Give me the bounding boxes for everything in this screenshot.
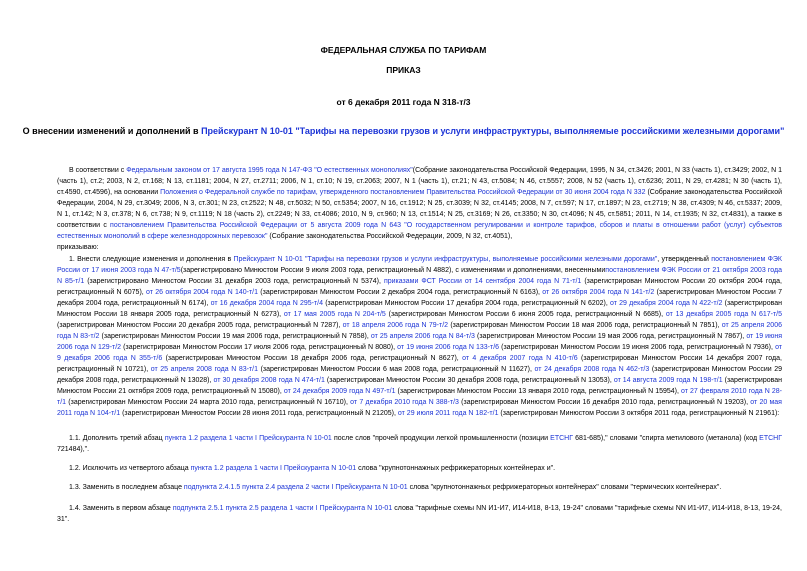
item-1-fst-order-link[interactable]: от 24 декабря 2009 года N 497-т/1 bbox=[283, 388, 396, 395]
item-1-4-clause-link[interactable]: подпункта 2.5.1 пункта 2.5 раздела 1 части I Прейскуранта N 10-01 bbox=[172, 505, 393, 512]
item-1-fst-order-link[interactable]: от 20 мая 2011 года N 104-т/1 bbox=[57, 399, 782, 417]
item-1-fst-order-link[interactable]: от 26 октября 2004 года N 141-т/2 bbox=[542, 289, 655, 296]
item-1-fst-order-link[interactable]: от 4 декабря 2007 года N 410-т/6 bbox=[462, 355, 578, 362]
item-1-fst-order-link[interactable]: от 7 декабря 2010 года N 388-т/3 bbox=[350, 399, 459, 406]
item-1-4-text: слова "тарифные схемы NN И1-И7, И14-И18, 8-13, 19-24" словами "тарифные схемы NN И1-И7, И14-И18, 8-13, 19-24, 31". bbox=[57, 505, 782, 523]
item-1-fst-order-link[interactable]: от 13 декабря 2005 года N 617-т/5 bbox=[665, 311, 782, 318]
preamble-text-2: (Собрание законодательства Российской Федерации, 1995, N 34, ст.3426; 2001, N 33 (часть 1), ст.3429; 2002, N 1 (часть 1), ст.2; 2003, N 2, ст.168; N 13, ст.1181; 2004, N 27, ст.2711; 2006, N 1, ст.10; N 19, ст.2063; 2007, N 1 (часть 1), ст.21; N 43, ст.5084; N 46, ст.5557; 2008, N 52 (часть 1), ст.6236; 2011, N 29, ст.4281; N 30 (часть 1), ст.4590, ст.4596), на основании bbox=[57, 167, 783, 196]
item-1-1-text: 721484),". bbox=[57, 446, 90, 453]
item-1-text: (зарегистрирован Минюстом России 17 июля 2006 года, регистрационный N 8080), bbox=[121, 344, 398, 351]
item-1-text: (зарегистрирован Минюстом России 20 октября 2004 года, регистрационный N 6075), bbox=[57, 278, 782, 296]
item-1-text: (зарегистрирован Минюстом России 17 декабря 2004 года, регистрационный N 6202), bbox=[323, 300, 611, 307]
doc-type-heading: ПРИКАЗ bbox=[386, 65, 421, 75]
item-1-text: (зарегистрирован Минюстом России 6 июня 2005 года, регистрационный N 6685), bbox=[385, 311, 666, 318]
item-1-fst-order-link[interactable]: от 29 июля 2011 года N 182-т/1 bbox=[397, 410, 499, 417]
item-1-3-text: слова "крупнотоннажных рефрижераторных контейнерах" словами "термических контейнерах". bbox=[407, 484, 722, 491]
item-1-1-text: 1.1. Дополнить третий абзац bbox=[69, 435, 165, 442]
item-1-text: (зарегистрирован Минюстом России 6 мая 2008 года, регистрационный N 11627), bbox=[258, 366, 535, 373]
item-1-text: (зарегистрирован Минюстом России 18 января 2005 года, регистрационный N 6273), bbox=[57, 300, 782, 318]
item-1-fek-link[interactable]: постановлением ФЭК России от 21 октября 2003 года N 85-т/1 bbox=[57, 267, 782, 285]
item-1-text: (зарегистрирован Минюстом России 18 декабря 2006 года, регистрационный N 8627), bbox=[162, 355, 463, 362]
item-1-1-clause-link[interactable]: пункта 1.2 раздела 1 части I Прейскуранта N 10-01 bbox=[164, 435, 332, 442]
item-1-text: (зарегистрирован Минюстом России 30 декабря 2008 года, регистрационный N 13053), bbox=[324, 377, 614, 384]
item-1-text: (зарегистрировано Минюстом России 9 июля 2003 года, регистрационный N 4882), с изменениями и дополнениями, внесенными bbox=[180, 267, 606, 274]
item-1-fst-order-link[interactable]: от 25 апреля 2006 года N 83-т/2 bbox=[57, 322, 782, 340]
title-prefix: О внесении изменений и дополнений в bbox=[22, 126, 202, 136]
item-1-text: (зарегистрирован Минюстом России 2 декабря 2004 года, регистрационный N 6163), bbox=[258, 289, 543, 296]
item-1-fst-order-link[interactable]: приказами ФСТ России от 14 сентября 2004 года N 71-т/1 bbox=[383, 278, 582, 285]
item-1-fst-order-link[interactable]: от 26 октября 2004 года N 140-т/1 bbox=[146, 289, 258, 296]
title-pricelist-link[interactable]: Прейскурант N 10-01 "Тарифы на перевозки грузов и услуги инфраструктуры, выполняемые российскими железными дорогами" bbox=[201, 126, 785, 136]
item-1-fst-order-link[interactable]: от 14 августа 2009 года N 198-т/1 bbox=[613, 377, 723, 384]
item-1-fst-order-link[interactable]: от 18 апреля 2006 года N 79-т/2 bbox=[342, 322, 449, 329]
item-1-text: (зарегистрировано Минюстом России 31 декабря 2003 года, регистрационный N 5374), bbox=[84, 278, 384, 285]
item-1-2-paragraph bbox=[57, 463, 782, 474]
item-1-3-paragraph bbox=[57, 482, 782, 493]
federal-law-link[interactable]: Федеральным законом от 17 августа 1995 года N 147-ФЗ "О естественных монополиях" bbox=[126, 167, 413, 174]
item-1-3-text: 1.3. Заменить в последнем абзаце bbox=[69, 484, 184, 491]
item-1-text: (зарегистрирован Минюстом России 24 марта 2010 года, регистрационный N 16710), bbox=[66, 399, 351, 406]
preamble-text-1: В соответствии с bbox=[69, 167, 127, 174]
etsng-link[interactable]: ЕТСНГ bbox=[550, 435, 574, 442]
etsng-link[interactable]: ЕТСНГ bbox=[759, 435, 783, 442]
item-1-text: (зарегистрирован Минюстом России 21 октября 2009 года, регистрационный N 15080), bbox=[57, 377, 783, 395]
government-decree-link[interactable]: постановлением Правительства Российской Федерации от 5 августа 2009 года N 643 "О государственном регулировании и контроле тарифов, сборов и платы в отношении работ (услуг) субъектов естественных монополий в сфере железнодорожных перевозок" bbox=[57, 222, 782, 240]
item-1-1-paragraph bbox=[57, 433, 782, 455]
item-1-2-text: слова "крупнотоннажных рефрижераторных контейнерах и". bbox=[356, 465, 556, 472]
item-1-text: (зарегистрирован Минюстом России 19 мая 2006 года, регистрационный N 7867), bbox=[474, 333, 747, 340]
item-1-text: (зарегистрирован Минюстом России 14 декабря 2007 года, регистрационный N 10721), bbox=[57, 355, 782, 373]
item-1-text: (зарегистрирован Минюстом России 29 декабря 2008 года, регистрационный N 13028), bbox=[57, 366, 783, 384]
preamble-text-3: (Собрание законодательства Российской Федерации, 2004, N 29, ст.3049; 2006, N 3, ст.301; N 23, ст.2522; N 48, ст.5032; N 50, ст.5354; 2007, N 16, ст.1912; N 25, ст.3039; N 32, ст.4145; 2008, N 7, ст.597; N 17, ст.1897; N 23, ст.2719; N 38, ст.4309; N 46, ст.5337; 2009, N 1, ст.142; N 3, ст.378; N 6, ст.738; N 9, ст.1119; N 18 (часть 2), ст.2249; N 33, ст.4086; 2010, N 9, ст.960; N 13, ст.1514; N 25, ст.3169; N 26, ст.3350; N 30, ст.4096; N 45, ст.5851; 2011, N 14, ст.1935; N 32, ст.4831), а также в соответствии с bbox=[57, 189, 783, 229]
item-1-paragraph bbox=[57, 254, 782, 419]
item-1-fek-link[interactable]: постановлением ФЭК России от 17 июня 2003 года N 47-т/5 bbox=[57, 256, 783, 274]
item-1-pricelist-link[interactable]: Прейскурант N 10-01 "Тарифы на перевозки грузов и услуги инфраструктуры, выполняемые российскими железными дорогами" bbox=[233, 256, 658, 263]
item-1-text: (зарегистрирован Минюстом России 18 мая 2006 года, регистрационный N 7851), bbox=[448, 322, 722, 329]
item-1-text: (зарегистрирован Минюстом России 19 мая 2006 года, регистрационный N 7858), bbox=[99, 333, 371, 340]
preamble-paragraph bbox=[57, 165, 782, 242]
item-1-fst-order-link[interactable]: от 19 июня 2006 года N 129-т/2 bbox=[57, 333, 782, 351]
item-1-2-clause-link[interactable]: пункта 1.2 раздела 1 части I Прейскуранта N 10-01 bbox=[190, 465, 357, 472]
document-title bbox=[20, 125, 787, 138]
item-1-fst-order-link[interactable]: от 30 декабря 2008 года N 474-т/1 bbox=[213, 377, 325, 384]
item-1-1-text: 681-685)," словами "спирта метилового (метанола) (код bbox=[573, 435, 760, 442]
item-1-fst-order-link[interactable]: от 29 декабря 2004 года N 422-т/2 bbox=[610, 300, 723, 307]
item-1-fst-order-link[interactable]: от 25 апреля 2006 года N 84-т/3 bbox=[370, 333, 475, 340]
item-1-1-text: после слов "прочей продукции легкой промышленности (позиции bbox=[331, 435, 551, 442]
item-1-text: , утвержденный bbox=[657, 256, 712, 263]
item-1-text: (зарегистрирован Минюстом России 16 декабря 2010 года, регистрационный N 19203), bbox=[458, 399, 751, 406]
item-1-fst-order-link[interactable]: от 27 февраля 2010 года N 28-т/1 bbox=[57, 388, 782, 406]
item-1-text: (зарегистрирован Минюстом России 7 декабря 2004 года, регистрационный N 6174), bbox=[57, 289, 782, 307]
item-1-fst-order-link[interactable]: от 9 декабря 2006 года N 355-т/6 bbox=[57, 344, 783, 362]
item-1-fst-order-link[interactable]: от 17 мая 2005 года N 204-т/5 bbox=[283, 311, 386, 318]
item-1-2-text: 1.2. Исключить из четвертого абзаца bbox=[69, 465, 191, 472]
order-word: приказываю: bbox=[57, 244, 99, 251]
item-1-fst-order-link[interactable]: от 25 апреля 2008 года N 83-т/1 bbox=[150, 366, 258, 373]
preamble-text-4: (Собрание законодательства Российской Федерации, 2009, N 32, ст.4051), bbox=[267, 233, 513, 240]
item-1-text: (зарегистрирован Минюстом России 28 июня 2011 года, регистрационный N 21205), bbox=[120, 410, 398, 417]
item-1-text: 1. Внести следующие изменения и дополнения в bbox=[69, 256, 234, 263]
item-1-fst-order-link[interactable]: от 24 декабря 2008 года N 462-т/3 bbox=[534, 366, 650, 373]
item-1-text: (зарегистрирован Минюстом России 3 октября 2011 года, регистрационный N 21961): bbox=[498, 410, 780, 417]
agency-heading: ФЕДЕРАЛЬНАЯ СЛУЖБА ПО ТАРИФАМ bbox=[320, 45, 487, 55]
item-1-fst-order-link[interactable]: от 19 июня 2006 года N 133-т/6 bbox=[397, 344, 500, 351]
item-1-text: (зарегистрирован Минюстом России 19 июня 2006 года, регистрационный N 7936), bbox=[499, 344, 776, 351]
item-1-4-text: 1.4. Заменить в первом абзаце bbox=[69, 505, 173, 512]
fst-regulation-link[interactable]: Положения о Федеральной службе по тарифам, утвержденного постановлением Правительства Российской Федерации от 30 июня 2004 года N 332 bbox=[160, 189, 646, 196]
item-1-3-clause-link[interactable]: подпункта 2.4.1.5 пункта 2.4 раздела 2 части I Прейскуранта N 10-01 bbox=[183, 484, 408, 491]
item-1-text: (зарегистрирован Минюстом России 20 декабря 2005 года, регистрационный N 7287), bbox=[57, 322, 343, 329]
item-1-4-paragraph bbox=[57, 503, 782, 525]
item-1-fst-order-link[interactable]: от 16 декабря 2004 года N 295-т/4 bbox=[210, 300, 324, 307]
date-number-heading: от 6 декабря 2011 года N 318-т/3 bbox=[336, 97, 471, 107]
item-1-text: (зарегистрирован Минюстом России 13 января 2010 года, регистрационный N 15954), bbox=[395, 388, 682, 395]
